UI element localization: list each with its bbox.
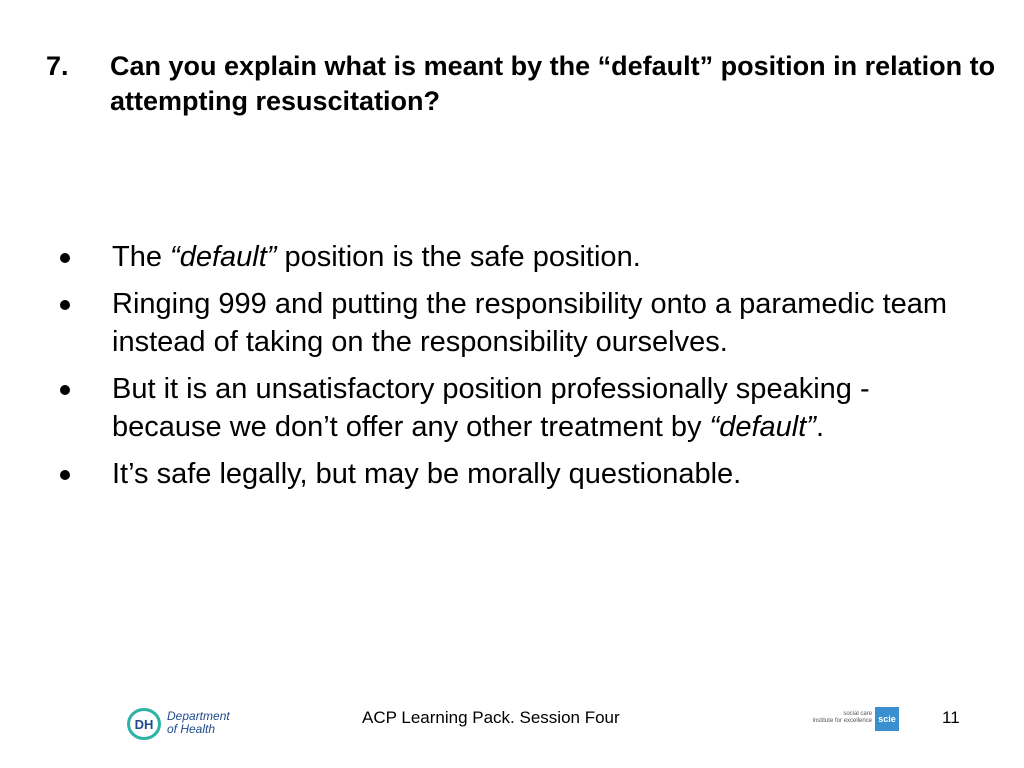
bullet-text-italic: “default”	[709, 411, 816, 443]
dh-line-2: of Health	[167, 722, 216, 736]
slide-footer	[0, 700, 1024, 750]
scie-wordmark	[808, 711, 872, 725]
dh-wordmark	[167, 710, 230, 736]
bullet-list	[56, 238, 986, 502]
bullet-text-pre: It’s safe legally, but may be morally questionable.	[112, 458, 742, 490]
bullet-text-pre: But it is an unsatisfactory position professionally speaking - because we don’t offer any other treatment by	[112, 373, 870, 443]
page-number: 11	[942, 708, 960, 727]
bullet-dot-icon	[60, 470, 70, 480]
bullet-dot-icon	[60, 300, 70, 310]
bullet-item-3	[56, 370, 986, 446]
dh-badge-icon	[127, 708, 161, 740]
bullet-item-2	[56, 285, 986, 361]
bullet-text-pre: The	[112, 241, 171, 273]
scie-logo	[808, 706, 903, 738]
bullet-text-post: .	[815, 411, 824, 443]
bullet-item-1	[56, 238, 986, 276]
scie-line-2: institute for excellence	[812, 718, 872, 724]
scie-line-1: social care	[843, 711, 872, 717]
scie-box-icon: scie	[875, 707, 899, 731]
question-text: Can you explain what is meant by the “default” position in relation to attempting resuscitation?	[110, 51, 996, 116]
bullet-text-italic: “default”	[170, 241, 277, 273]
bullet-item-4	[56, 455, 986, 493]
footer-title: ACP Learning Pack. Session Four	[362, 708, 620, 727]
bullet-text-post: position is the safe position.	[276, 241, 641, 273]
department-of-health-logo	[127, 706, 237, 744]
dh-badge-text: DH	[134, 717, 154, 732]
bullet-dot-icon	[60, 253, 70, 263]
bullet-text-pre: Ringing 999 and putting the responsibility onto a paramedic team instead of taking on the responsibility ourselves.	[112, 288, 948, 358]
dh-line-1: Department	[167, 709, 230, 723]
question-title	[46, 49, 1006, 119]
question-number: 7.	[46, 51, 69, 81]
bullet-dot-icon	[60, 385, 70, 395]
